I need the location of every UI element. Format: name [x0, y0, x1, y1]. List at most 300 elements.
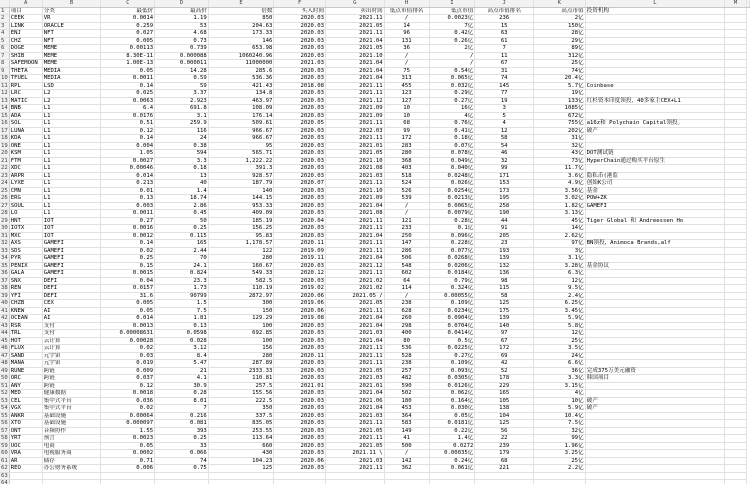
cell[interactable]: AXS — [9, 240, 42, 248]
cell[interactable]: 70 — [155, 255, 209, 263]
cell[interactable] — [585, 427, 724, 435]
cell[interactable]: 133亿 — [534, 97, 586, 105]
cell[interactable]: 190 — [475, 210, 534, 218]
cell[interactable]: 2019.08 — [274, 315, 326, 323]
cell[interactable]: 2020.03 — [274, 97, 326, 105]
cell[interactable]: 0.18亿 — [429, 135, 475, 143]
cell[interactable] — [725, 210, 747, 218]
cell[interactable]: 0.228亿 — [429, 240, 475, 248]
cell[interactable]: 0.25 — [155, 435, 209, 443]
cell[interactable]: KSM — [9, 150, 42, 158]
cell[interactable]: 400 — [384, 330, 429, 338]
cell[interactable]: 0.0213亿 — [429, 195, 475, 203]
row-number[interactable]: 60 — [1, 450, 8, 456]
cell[interactable]: / — [429, 60, 475, 68]
cell[interactable] — [725, 105, 747, 113]
cell[interactable] — [42, 480, 101, 484]
cell[interactable]: 180 — [384, 397, 429, 405]
cell[interactable]: 30.9 — [155, 382, 209, 390]
cell[interactable]: 147 — [384, 240, 429, 248]
column-header-d[interactable]: D — [155, 0, 209, 7]
cell[interactable]: 0.0176 — [101, 112, 155, 120]
cell[interactable]: 1085亿 — [534, 105, 586, 113]
row-number[interactable]: 52 — [1, 390, 8, 396]
cell[interactable]: / — [384, 52, 429, 60]
cell[interactable]: AI — [42, 307, 101, 315]
cell[interactable]: 3.1 — [155, 112, 209, 120]
row-number[interactable]: 61 — [1, 457, 8, 464]
cell[interactable]: SNX — [9, 277, 42, 285]
cell[interactable]: 0.27亿 — [429, 352, 475, 360]
cell[interactable]: 0.037 — [101, 375, 155, 383]
cell[interactable]: 3.3 — [155, 157, 209, 165]
cell[interactable]: / — [384, 292, 429, 300]
cell[interactable] — [725, 52, 747, 60]
row-number[interactable]: 1 — [0, 7, 9, 15]
cell[interactable]: 67 — [475, 337, 534, 345]
cell[interactable]: 2021.11 — [326, 270, 385, 278]
row-number[interactable]: 5 — [0, 37, 9, 45]
cell[interactable] — [585, 337, 724, 345]
cell[interactable]: 0.0023亿 — [429, 15, 475, 23]
cell[interactable]: 0.00064 — [101, 412, 155, 420]
row-number[interactable]: 35 — [1, 262, 8, 269]
cell[interactable]: 0.032亿 — [429, 82, 475, 90]
cell[interactable]: 0.14 — [101, 82, 155, 90]
cell[interactable]: 2020.03 — [274, 427, 326, 435]
cell[interactable]: 2021.05 / — [326, 292, 385, 300]
cell[interactable]: 2020.03 — [274, 157, 326, 165]
cell[interactable]: 3.3亿 — [534, 375, 586, 383]
cell[interactable] — [725, 22, 747, 30]
cell[interactable] — [585, 105, 724, 113]
cell[interactable]: 628 — [384, 307, 429, 315]
cell[interactable]: 16亿 — [429, 105, 475, 113]
cell[interactable]: 集中式平台 — [42, 405, 101, 413]
cell[interactable]: 0.019 — [101, 360, 155, 368]
cell[interactable]: 2021.09 — [326, 195, 385, 203]
cell[interactable]: 104.23 — [208, 457, 274, 465]
cell[interactable]: 卖出时间 — [326, 7, 385, 15]
row-number[interactable]: 6 — [0, 45, 9, 53]
cell[interactable] — [9, 472, 42, 480]
row-number[interactable]: 38 — [1, 285, 8, 291]
cell[interactable]: 8.4 — [155, 352, 209, 360]
cell[interactable]: 2021.04 — [326, 75, 385, 83]
cell[interactable]: FLUX — [9, 345, 42, 353]
cell[interactable]: 0.0904亿 — [429, 315, 475, 323]
cell[interactable]: 175 — [475, 307, 534, 315]
cell[interactable]: 287.89 — [208, 360, 274, 368]
cell[interactable]: 312亿 — [534, 52, 586, 60]
cell[interactable]: 2020.03 — [274, 375, 326, 383]
cell[interactable]: 2020.03 — [274, 172, 326, 180]
cell[interactable]: 7亿 — [429, 22, 475, 30]
cell[interactable]: 0.75 — [155, 465, 209, 473]
cell[interactable] — [725, 352, 747, 360]
cell[interactable]: 0.27 — [101, 217, 155, 225]
cell[interactable]: 0.51 — [101, 120, 155, 128]
column-header-i[interactable]: I — [429, 0, 475, 7]
cell[interactable]: 基金协议 — [585, 262, 724, 270]
cell[interactable]: 7.5亿 — [534, 420, 586, 428]
cell[interactable]: 0.824 — [155, 270, 209, 278]
cell[interactable]: 953.33 — [208, 202, 274, 210]
cell[interactable]: 2021.08 — [326, 165, 385, 173]
cell[interactable] — [585, 465, 724, 473]
cell[interactable]: 10亿 — [534, 397, 586, 405]
cell[interactable]: 0.14 — [101, 240, 155, 248]
cell[interactable]: 98 — [475, 277, 534, 285]
cell[interactable]: 153 — [475, 180, 534, 188]
cell[interactable] — [585, 450, 724, 458]
cell[interactable]: 2020.03 — [274, 75, 326, 83]
cell[interactable]: 134.8 — [208, 90, 274, 98]
cell[interactable]: 元宇宙 — [42, 360, 101, 368]
cell[interactable]: L1 — [42, 172, 101, 180]
cell[interactable]: 0.213 — [101, 180, 155, 188]
cell[interactable] — [534, 472, 586, 480]
cell[interactable]: 24亿 — [534, 352, 586, 360]
cell[interactable]: 13 — [155, 172, 209, 180]
cell[interactable]: 236 — [475, 15, 534, 23]
cell[interactable]: 2021.11 — [326, 360, 385, 368]
cell[interactable] — [725, 247, 747, 255]
cell[interactable]: MEME — [42, 45, 101, 53]
cell[interactable] — [725, 37, 747, 45]
cell[interactable] — [725, 90, 747, 98]
cell[interactable]: L1 — [42, 187, 101, 195]
cell[interactable] — [725, 15, 747, 23]
cell[interactable]: DOGE — [9, 45, 42, 53]
cell[interactable]: 18.74 — [155, 195, 209, 203]
cell[interactable]: 1,178.57 — [208, 240, 274, 248]
cell[interactable]: 11.7亿 — [534, 165, 586, 173]
cell[interactable]: 支付 — [42, 322, 101, 330]
cell[interactable]: 509.61 — [208, 120, 274, 128]
cell[interactable] — [274, 480, 326, 484]
cell[interactable]: PENIX — [9, 262, 42, 270]
cell[interactable]: 1,222.22 — [208, 157, 274, 165]
row-number[interactable]: 22 — [1, 165, 8, 171]
cell[interactable]: 0.0598 — [155, 330, 209, 338]
cell[interactable]: 2020.03 — [274, 67, 326, 75]
cell[interactable]: L1 — [42, 165, 101, 173]
cell[interactable]: 1.81 — [155, 315, 209, 323]
cell[interactable] — [725, 97, 747, 105]
cell[interactable]: 7 — [475, 45, 534, 53]
column-header-m[interactable]: M — [725, 0, 747, 7]
corner-cell[interactable] — [0, 0, 9, 7]
cell[interactable]: 2020.03 — [274, 112, 326, 120]
cell[interactable]: 0.71 — [101, 457, 155, 465]
cell[interactable] — [725, 262, 747, 270]
cell[interactable]: MXC — [9, 232, 42, 240]
cell[interactable]: KNEW — [9, 307, 42, 315]
cell[interactable]: 36 — [384, 45, 429, 53]
cell[interactable]: DOT测试链 — [585, 150, 724, 158]
cell[interactable] — [585, 472, 724, 480]
cell[interactable]: 362 — [384, 465, 429, 473]
cell[interactable] — [725, 330, 747, 338]
cell[interactable]: 电商 — [42, 442, 101, 450]
cell[interactable]: 0.03 — [101, 352, 155, 360]
cell[interactable]: 集中式平台 — [42, 397, 101, 405]
cell[interactable]: 0.000011 — [155, 60, 209, 68]
cell[interactable]: 453 — [384, 405, 429, 413]
cell[interactable]: 1.55 — [101, 427, 155, 435]
cell[interactable]: 229 — [475, 382, 534, 390]
cell[interactable]: 116 — [155, 127, 209, 135]
cell[interactable] — [725, 450, 747, 458]
cell[interactable]: 4.68 — [155, 30, 209, 38]
cell[interactable]: L2 — [42, 97, 101, 105]
cell[interactable]: 2021.04 — [326, 405, 385, 413]
cell[interactable] — [725, 465, 747, 473]
cell[interactable]: 2021.05 — [326, 300, 385, 308]
cell[interactable]: 0.02 — [101, 405, 155, 413]
cell[interactable]: 2020.03 — [274, 420, 326, 428]
cell[interactable]: 36亿 — [534, 367, 586, 375]
cell[interactable]: IOTX — [9, 225, 42, 233]
cell[interactable]: 526 — [384, 187, 429, 195]
cell[interactable] — [585, 112, 724, 120]
cell[interactable]: 2021.11 — [326, 217, 385, 225]
cell[interactable]: 2020.03 — [274, 405, 326, 413]
cell[interactable]: 1.73 — [155, 285, 209, 293]
cell[interactable]: 8.30E-11 — [101, 52, 155, 60]
cell[interactable]: 835.05 — [208, 420, 274, 428]
cell[interactable]: 99 — [475, 165, 534, 173]
cell[interactable] — [585, 232, 724, 240]
cell[interactable]: 64 — [384, 277, 429, 285]
cell[interactable]: 173 — [475, 187, 534, 195]
cell[interactable]: 110.81 — [208, 375, 274, 383]
cell[interactable]: SHIB — [9, 52, 42, 60]
cell[interactable]: 2021.11 — [326, 180, 385, 188]
cell[interactable]: 2020.03 — [274, 150, 326, 158]
cell[interactable]: 202亿 — [534, 127, 586, 135]
cell[interactable]: 2020.03 — [274, 412, 326, 420]
cell[interactable]: 300 — [208, 300, 274, 308]
cell[interactable]: 257 — [384, 367, 429, 375]
cell[interactable]: 2亿 — [534, 15, 586, 23]
cell[interactable] — [585, 255, 724, 263]
cell[interactable] — [101, 480, 155, 484]
cell[interactable] — [585, 45, 724, 53]
cell[interactable]: 2021.11 — [326, 307, 385, 315]
cell[interactable]: 97 — [475, 330, 534, 338]
cell[interactable]: 2020.05 — [274, 120, 326, 128]
cell[interactable] — [384, 480, 429, 484]
cell[interactable]: 0.0157 — [101, 285, 155, 293]
cell[interactable] — [326, 480, 385, 484]
cell[interactable] — [585, 22, 724, 30]
cell[interactable]: 2021.11 — [326, 435, 385, 443]
cell[interactable]: 2021.11 — [326, 135, 385, 143]
cell[interactable]: / — [384, 60, 429, 68]
cell[interactable]: 3.02亿 — [534, 195, 586, 203]
cell[interactable]: 549.33 — [208, 270, 274, 278]
cell[interactable]: 云计算 — [42, 337, 101, 345]
row-number[interactable]: 63 — [1, 472, 8, 479]
cell[interactable]: 2.62亿 — [534, 232, 586, 240]
cell[interactable]: 0.0414亿 — [429, 330, 475, 338]
cell[interactable]: 966.67 — [208, 135, 274, 143]
cell[interactable]: 100 — [208, 337, 274, 345]
cell[interactable]: BN领投，Animoca Brands,alf — [585, 240, 724, 248]
cell[interactable]: AR — [9, 457, 42, 465]
row-number[interactable]: 57 — [1, 427, 8, 434]
cell[interactable]: 146 — [208, 37, 274, 45]
cell[interactable]: 0.066 — [155, 450, 209, 458]
cell[interactable] — [725, 337, 747, 345]
cell[interactable]: 2021.11 — [326, 82, 385, 90]
row-number[interactable]: 23 — [1, 172, 8, 179]
cell[interactable] — [725, 360, 747, 368]
row-number[interactable]: 30 — [1, 225, 8, 231]
cell[interactable]: 32亿 — [534, 142, 586, 150]
cell[interactable]: 2021.05 — [326, 150, 385, 158]
cell[interactable]: 122 — [208, 247, 274, 255]
cell[interactable]: 156 — [208, 345, 274, 353]
cell[interactable]: 2021.02 — [326, 285, 385, 293]
cell[interactable]: 2333.33 — [208, 367, 274, 375]
cell[interactable]: 0.739 — [155, 45, 209, 53]
cell[interactable]: 280 — [208, 255, 274, 263]
cell[interactable]: 2021.02 — [326, 277, 385, 285]
cell[interactable]: 7 — [155, 405, 209, 413]
cell[interactable]: 0.0011 — [101, 75, 155, 83]
cell[interactable]: 238 — [384, 300, 429, 308]
cell[interactable]: 0.25 — [101, 255, 155, 263]
cell[interactable]: 12亿 — [534, 330, 586, 338]
cell[interactable] — [725, 7, 747, 15]
cell[interactable]: 54 — [475, 142, 534, 150]
cell[interactable] — [585, 225, 724, 233]
cell[interactable]: 2020.03 — [274, 397, 326, 405]
cell[interactable]: a16z和 Polychain Capital领投。 — [585, 120, 724, 128]
cell[interactable]: 0.12 — [101, 127, 155, 135]
cell[interactable]: 258 — [475, 202, 534, 210]
cell[interactable]: 2020.03 — [274, 187, 326, 195]
cell[interactable]: 0.005 — [101, 37, 155, 45]
cell[interactable]: 0.0305亿 — [429, 375, 475, 383]
cell[interactable] — [585, 480, 724, 484]
cell[interactable] — [725, 270, 747, 278]
cell[interactable]: HNT — [9, 217, 42, 225]
cell[interactable]: CHZB — [9, 300, 42, 308]
cell[interactable]: 0.5亿 — [429, 337, 475, 345]
cell[interactable] — [725, 30, 747, 38]
cell[interactable] — [585, 277, 724, 285]
cell[interactable]: 2021.04 — [326, 60, 385, 68]
cell[interactable]: L1 — [42, 157, 101, 165]
cell[interactable]: 6.4 — [101, 105, 155, 113]
cell[interactable]: GAMEFI — [585, 202, 724, 210]
cell[interactable]: 0.324亿 — [429, 285, 475, 293]
row-number[interactable]: 47 — [1, 352, 8, 359]
cell[interactable]: 0.28亿 — [429, 217, 475, 225]
cell[interactable]: ADA — [9, 112, 42, 120]
cell[interactable]: 15 — [475, 22, 534, 30]
cell[interactable] — [725, 225, 747, 233]
cell[interactable] — [725, 232, 747, 240]
cell[interactable]: 259.9 — [155, 120, 209, 128]
cell[interactable]: 0.04 — [101, 277, 155, 285]
row-number[interactable]: 64 — [0, 480, 9, 484]
cell[interactable]: 2021.11 — [326, 90, 385, 98]
cell[interactable]: L1 — [42, 180, 101, 188]
cell[interactable]: YRT — [9, 435, 42, 443]
cell[interactable]: 108.09 — [208, 105, 274, 113]
cell[interactable]: 850 — [208, 15, 274, 23]
cell[interactable]: 音频协作 — [42, 427, 101, 435]
cell[interactable] — [725, 75, 747, 83]
row-number[interactable]: 13 — [1, 97, 8, 104]
cell[interactable]: L1 — [42, 120, 101, 128]
cell[interactable] — [725, 277, 747, 285]
cell[interactable]: L1 — [42, 195, 101, 203]
row-number[interactable]: 34 — [1, 255, 8, 261]
cell[interactable]: 2021.04 — [326, 315, 385, 323]
cell[interactable]: 2021.12 — [326, 262, 385, 270]
cell[interactable]: 0.000088 — [155, 52, 209, 60]
cell[interactable]: 2020.03 — [274, 337, 326, 345]
cell[interactable]: 337.5 — [208, 412, 274, 420]
cell[interactable]: 3.37 — [155, 90, 209, 98]
cell[interactable]: 12 — [475, 127, 534, 135]
cell[interactable]: 0.0126亿 — [429, 382, 475, 390]
cell[interactable]: 6.3亿 — [534, 270, 586, 278]
cell[interactable]: 跨链 — [42, 367, 101, 375]
cell[interactable]: 0.18 — [155, 165, 209, 173]
cell[interactable]: 0.00028 — [101, 337, 155, 345]
cell[interactable]: 0.0272 — [429, 442, 475, 450]
cell[interactable]: 2020.03 — [274, 127, 326, 135]
cell[interactable]: 项目 — [9, 7, 42, 15]
cell[interactable]: 2021.06 — [326, 397, 385, 405]
cell[interactable] — [155, 480, 209, 484]
cell[interactable]: 支付 — [42, 330, 101, 338]
cell[interactable]: SDS — [9, 247, 42, 255]
cell[interactable]: 239 — [475, 442, 534, 450]
cell[interactable] — [475, 480, 534, 484]
cell[interactable]: 10 — [384, 112, 429, 120]
cell[interactable]: L2 — [42, 90, 101, 98]
cell[interactable] — [725, 472, 747, 480]
cell[interactable]: 25亿 — [534, 60, 586, 68]
cell[interactable]: 2020.03 — [274, 465, 326, 473]
cell[interactable]: 0.061亿 — [429, 465, 475, 473]
cell[interactable]: XTO — [9, 420, 42, 428]
cell[interactable]: 132 — [475, 262, 534, 270]
cell[interactable]: 138 — [475, 405, 534, 413]
cell[interactable]: 0.00035亿 — [429, 450, 475, 458]
column-header-l[interactable]: L — [585, 0, 724, 7]
cell[interactable]: GAMEFI — [42, 240, 101, 248]
cell[interactable]: 0.05 — [101, 307, 155, 315]
cell[interactable] — [725, 435, 747, 443]
cell[interactable]: 0.049亿 — [429, 157, 475, 165]
cell[interactable]: 528 — [384, 352, 429, 360]
cell[interactable]: CMN — [9, 187, 42, 195]
cell[interactable] — [585, 75, 724, 83]
cell[interactable]: 368 — [384, 157, 429, 165]
cell[interactable]: 1.00E-13 — [101, 60, 155, 68]
cell[interactable]: 0.0014 — [101, 15, 155, 23]
cell[interactable]: 1.5 — [155, 300, 209, 308]
